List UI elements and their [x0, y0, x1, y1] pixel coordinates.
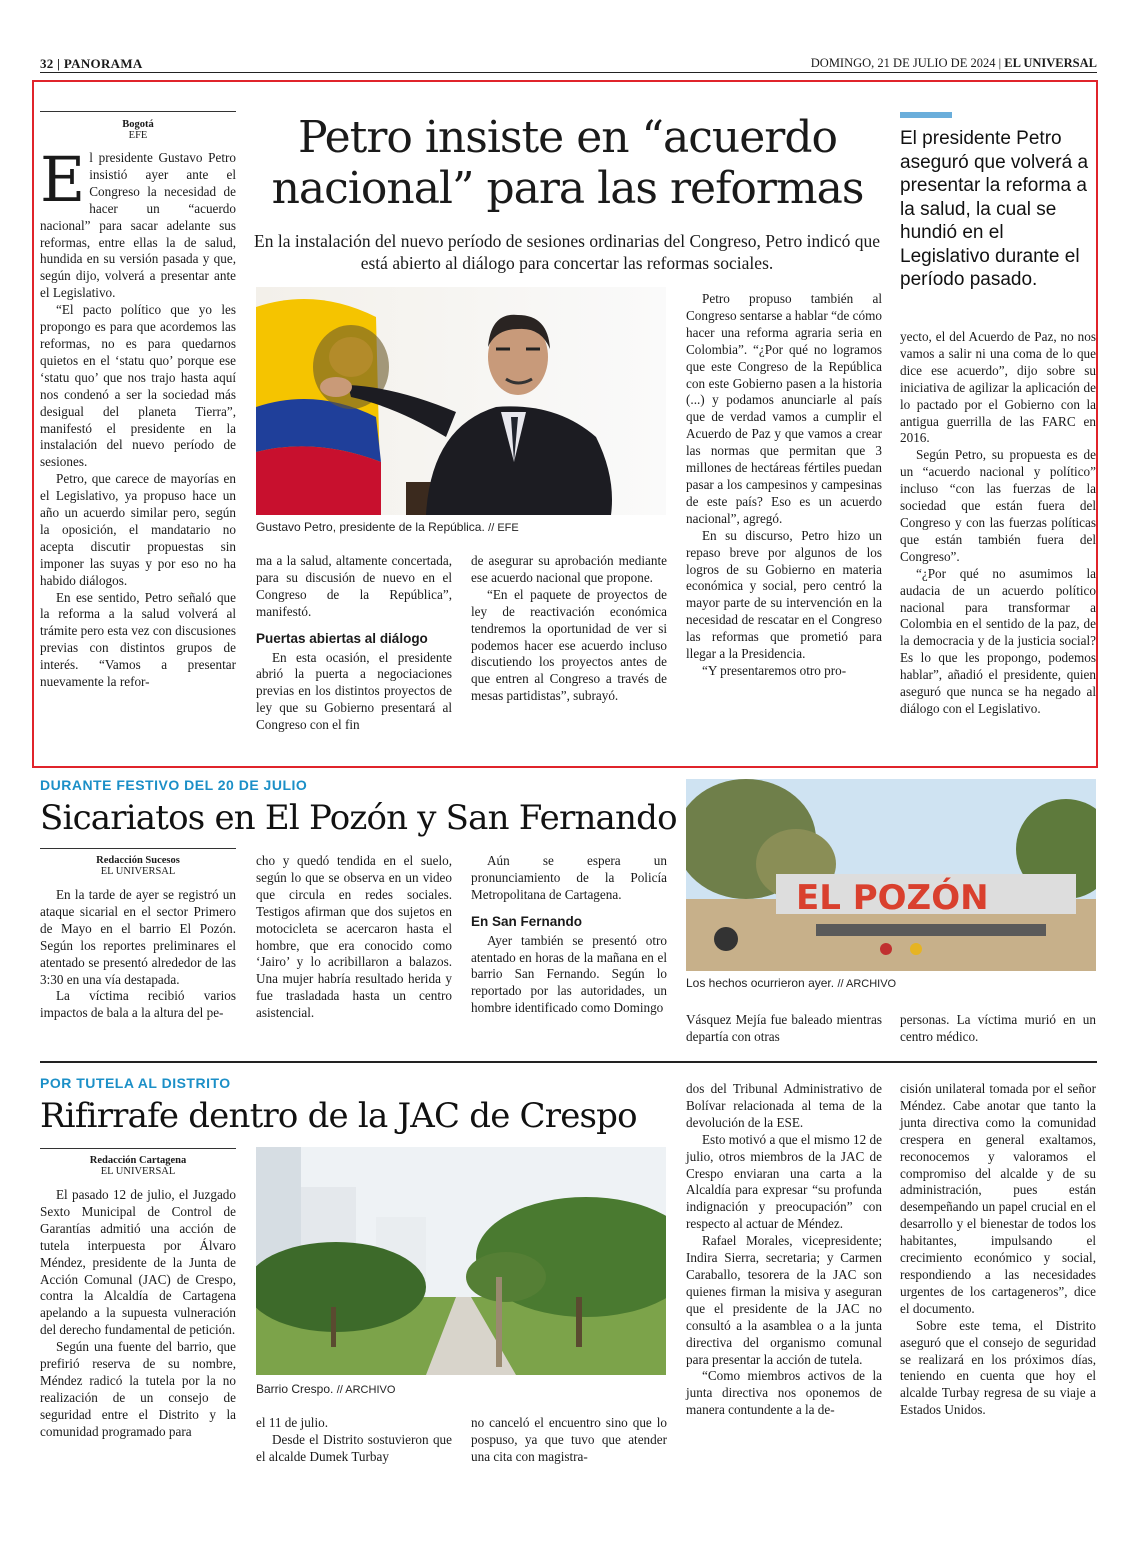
- paragraph: Ayer también se presentó otro atentado en horas de la mañana en el barrio San Fernando. Según lo reportado por las autoridades, un hombre identificado como Domingo: [471, 932, 667, 1016]
- story1-col3: [471, 553, 667, 705]
- barrio-crespo-photo-illustration: [256, 1147, 666, 1375]
- paragraph: En esta ocasión, el presidente abrió la puerta a negociaciones previas en los distintos proyectos de ley que su Gobierno presentará al Congreso con el fin: [256, 649, 452, 733]
- paragraph: El pasado 12 de julio, el Juzgado Sexto Municipal de Control de Garantías admitió una acción de tutela interpuesta por Álvaro Méndez, presidente de la Junta de Acción Comunal (JAC) de Crespo, contra la Alcaldía de Cartagena apelando a la supuesta vulneración del derecho fundamental de petición.: [40, 1187, 236, 1338]
- paragraph: “Como miembros activos de la junta directiva nos oponemos de manera contundente a la de-: [686, 1368, 882, 1418]
- paragraph: Aún se espera un pronunciamiento de la Policía Metropolitana de Cartagena.: [471, 853, 667, 902]
- paragraph: “Y presentaremos otro pro-: [702, 662, 847, 678]
- story3-col5: [900, 1081, 1096, 1419]
- byline-source: EL UNIVERSAL: [100, 866, 176, 877]
- paragraph: cho y quedó tendida en el suelo, según lo que se observa en un video que circula en redes sociales. Testigos afirman que dos sujetos en motocicleta se acercaron hasta el hombre, que era conocido como ‘Jairo’ y lo acribillaron a balazos. Una mujer habría resultado herida y fue trasladada hasta un centro asistencial.: [256, 853, 452, 1021]
- story3-col1: [40, 1187, 236, 1441]
- story1-col2: [256, 553, 452, 734]
- paragraph: “En el paquete de proyectos de ley de reactivación económica tendremos la oportunidad de ver si podemos hacer ese acuerdo incluso discutiendo los proyectos antes de que entren al Congreso a través de mesas partidistas”, subrayó.: [471, 586, 667, 704]
- story2-col2: [256, 853, 452, 1022]
- caption-text: Gustavo Petro, presidente de la República.: [256, 520, 485, 534]
- story1-caption: [256, 520, 666, 534]
- caption-text: Barrio Crespo.: [256, 1382, 334, 1396]
- story3-col2: [256, 1415, 452, 1466]
- story3-byline: [40, 1148, 236, 1177]
- story2-subhead: En San Fernando: [471, 913, 583, 929]
- byline-source: EFE: [128, 130, 148, 141]
- story1-headline: [250, 112, 885, 214]
- caption-source: // EFE: [488, 522, 519, 534]
- story1-col4: [686, 291, 882, 680]
- story1-col5: [900, 329, 1096, 718]
- pull-quote-bar: [900, 112, 952, 118]
- paragraph: cisión unilateral tomada por el señor Méndez. Cabe anotar que tanto la junta directiva como la comunidad crespera en general exaltamos, reconocemos y valoramos el compromiso del alcalde y de su administración, pues están desempeñando un papel crucial en el desarrollo y el bienestar de todos los habitantes, impulsando el crecimiento económico y social, respondiendo a las necesidades urgentes de los cartageneros”, dice el documento.: [900, 1081, 1096, 1316]
- paragraph: ma a la salud, altamente concertada, para su discusión de nuevo en el Congreso de la República”, manifestó.: [256, 553, 452, 619]
- paragraph: “¿Por qué no asumimos la audacia de un acuerdo político nacional para transformar a Colombia en el sentido de la paz, de la democracia y de la justicia social? Es lo que les propongo, podemos hablar”, añadió el presidente, quien aseguró que nunca se ha negado al diálogo con el Legislativo.: [900, 565, 1096, 716]
- story3-caption: [256, 1382, 666, 1396]
- paragraph: dos del Tribunal Administrativo de Bolívar relacionada al tema de la devolución de la ESE.: [686, 1081, 882, 1130]
- story2-col5: [900, 1012, 1096, 1046]
- paragraph: no canceló el encuentro sino que lo pospuso, ya que tuvo que atender una cita con magistra-: [471, 1415, 667, 1464]
- newspaper-name: EL UNIVERSAL: [1004, 56, 1097, 70]
- story2-byline: [40, 848, 236, 877]
- story1-byline: [40, 111, 236, 141]
- byline-source: EL UNIVERSAL: [100, 1166, 176, 1177]
- paragraph: En su discurso, Petro hizo un repaso breve por algunos de los logros de su Gobierno en materia económica y social, pero centró la mayor parte de su intervención en la necesidad de rescatar en el Congreso las reformas que prometió para llegar a la Presidencia.: [686, 527, 882, 662]
- paragraph: personas. La víctima murió en un centro médico.: [900, 1012, 1096, 1044]
- paragraph: Esto motivó a que el mismo 12 de julio, otros miembros de la JAC de Crespo enviaran una carta a la Alcaldía para expresar “su profunda indignación y preocupación” con respecto al actuar de Méndez.: [686, 1131, 882, 1232]
- section-name: PANORAMA: [63, 56, 143, 71]
- story2-col4: [686, 1012, 882, 1046]
- story2-kicker: DURANTE FESTIVO DEL 20 DE JULIO: [40, 777, 308, 793]
- byline-rule: [40, 1148, 236, 1149]
- paragraph: Desde el Distrito sostuvieron que el alcalde Dumek Turbay: [256, 1431, 452, 1464]
- paragraph: Petro, que carece de mayorías en el Legislativo, ya propuso hace un año un acuerdo similar pero, según la oposición, el mandatario no acepta discutir propuestas sin imponer las suyas y por eso no ha habido diálogos.: [40, 471, 236, 588]
- paragraph: el 11 de julio.: [256, 1415, 329, 1430]
- story2-caption: [686, 976, 1096, 990]
- story3-col4: [686, 1081, 882, 1419]
- page-number: 32: [40, 56, 54, 71]
- paragraph: Petro propuso también al Congreso sentarse a hablar “de cómo hacer una reforma agraria seria en Colombia”. “¿Por qué no logramos que este Congreso de la República con este Gobierno pasen a la historia (...) y podamos anunciarle al país que de verdad vamos a cumplir el Acuerdo de Paz y que vamos a crear las normas que permitan que 3 millones de hectáreas fértiles puedan pasar a los campesinos y campesinas de este país? Eso es un acuerdo nacional”, agregó.: [686, 291, 882, 526]
- headline-line: nacional” para las reformas: [271, 163, 864, 214]
- story1-subhead: Puertas abiertas al diálogo: [256, 630, 428, 646]
- story1-col1: [40, 143, 236, 691]
- story2-col1: [40, 887, 236, 1022]
- section-divider: [40, 1061, 1097, 1063]
- page-dateline: DOMINGO, 21 DE JULIO DE 2024 | EL UNIVERSAL: [810, 56, 1097, 70]
- petro-photo-illustration: [256, 287, 666, 515]
- caption-source: // ARCHIVO: [837, 978, 897, 990]
- paragraph: En la tarde de ayer se registró un ataque sicarial en el sector Primero de Mayo en el barrio El Pozón. Según los reportes preliminares el atentado se presentó alrededor de las 3:30 en una vía destapada.: [40, 887, 236, 987]
- paragraph: Según una fuente del barrio, que prefirió reserva de su nombre, Méndez radicó la tutela por la no realización de un consejo de seguridad entre el Distrito y la comunidad programado para: [40, 1339, 236, 1439]
- byline-rule: [40, 848, 236, 849]
- paragraph: Vásquez Mejía fue baleado mientras departía con otras: [686, 1012, 882, 1044]
- byline-rule: [40, 111, 236, 112]
- story2-headline: Sicariatos en El Pozón y San Fernando: [40, 798, 677, 838]
- el-pozon-photo: [686, 779, 1096, 971]
- barrio-crespo-photo: [256, 1147, 666, 1375]
- paragraph: La víctima recibió varios impactos de bala a la altura del pe-: [40, 988, 236, 1021]
- story1-deck: En la instalación del nuevo período de sesiones ordinarias del Congreso, Petro indicó que está abierto al diálogo para concertar las reformas sociales.: [254, 231, 880, 273]
- byline-location: Redacción Cartagena: [89, 1155, 187, 1166]
- el-pozon-sign: EL POZÓN: [796, 878, 989, 918]
- drop-cap: E: [40, 143, 86, 216]
- page-folio: 32 | PANORAMA: [40, 56, 143, 71]
- petro-photo: [256, 287, 666, 515]
- story3-headline: Rifirrafe dentro de la JAC de Crespo: [40, 1096, 637, 1136]
- headline-line: Petro insiste en “acuerdo: [297, 112, 837, 163]
- paragraph: yecto, el del Acuerdo de Paz, no nos vamos a salir ni una coma de lo que dice ese acuerdo”, dijo sobre su iniciativa de agilizar la aplicación de lo pactado por el Gobierno con la antigua guerrilla de las FARC en 2016.: [900, 329, 1096, 446]
- paragraph: “El pacto político que yo les propongo es para que acordemos las reformas, no es para quedarnos quietos en el ‘statu quo’ porque ese ‘statu quo’ que nos trajo hasta aquí nos condenó a ser la sociedad más desigual del planeta Tierra”, manifestó el presidente en la instalación del nuevo período de sesiones.: [40, 302, 236, 470]
- caption-text: Los hechos ocurrieron ayer.: [686, 976, 835, 990]
- paragraph: l presidente Gustavo Petro insistió ayer ante el Congreso la necesidad de hacer un “acuerdo nacional” para sacar adelante sus reformas, entre ellas la de salud, hundida en su versión pasada y que, según dijo, volverá a presentar ante el Legislativo.: [40, 150, 236, 301]
- story3-col3: [471, 1415, 667, 1466]
- caption-source: // ARCHIVO: [336, 1384, 396, 1396]
- issue-date: DOMINGO, 21 DE JULIO DE 2024: [810, 56, 996, 70]
- story3-kicker: POR TUTELA AL DISTRITO: [40, 1075, 231, 1091]
- el-pozon-photo-illustration: [686, 779, 1096, 971]
- paragraph: En ese sentido, Petro señaló que la reforma a la salud volverá al trámite pero esta vez con discusiones previas con distintos grupos de interés. “Vamos a presentar nuevamente la refor-: [40, 589, 236, 690]
- paragraph: de asegurar su aprobación mediante ese acuerdo nacional que propone.: [471, 553, 667, 585]
- paragraph: Según Petro, su propuesta es de un “acuerdo nacional y político” incluso “con las fuerzas de la sociedad que están fuera del Congreso y con las fuerzas políticas que están también fuera del Congreso”.: [900, 447, 1096, 564]
- paragraph: Rafael Morales, vicepresidente; Indira Sierra, secretaria; y Carmen Caraballo, tesorera de la JAC son quienes firman la misiva y aseguran que el presidente de la JAC no consultó a la asamblea o a la junta directiva del organismo comunal para presentar la acción de tutela.: [686, 1233, 882, 1367]
- byline-location: Bogotá: [122, 119, 154, 130]
- story2-col3: [471, 853, 667, 1017]
- pull-quote: El presidente Petro aseguró que volverá a presentar la reforma a la salud, la cual se hundió en el Legislativo durante el período pasado.: [900, 128, 1089, 290]
- byline-location: Redacción Sucesos: [96, 855, 180, 866]
- paragraph: Sobre este tema, el Distrito aseguró que el consejo de seguridad se realizará en los próximos días, teniendo en cuenta que hoy el alcalde Turbay regresa de su viaje a Estados Unidos.: [900, 1317, 1096, 1418]
